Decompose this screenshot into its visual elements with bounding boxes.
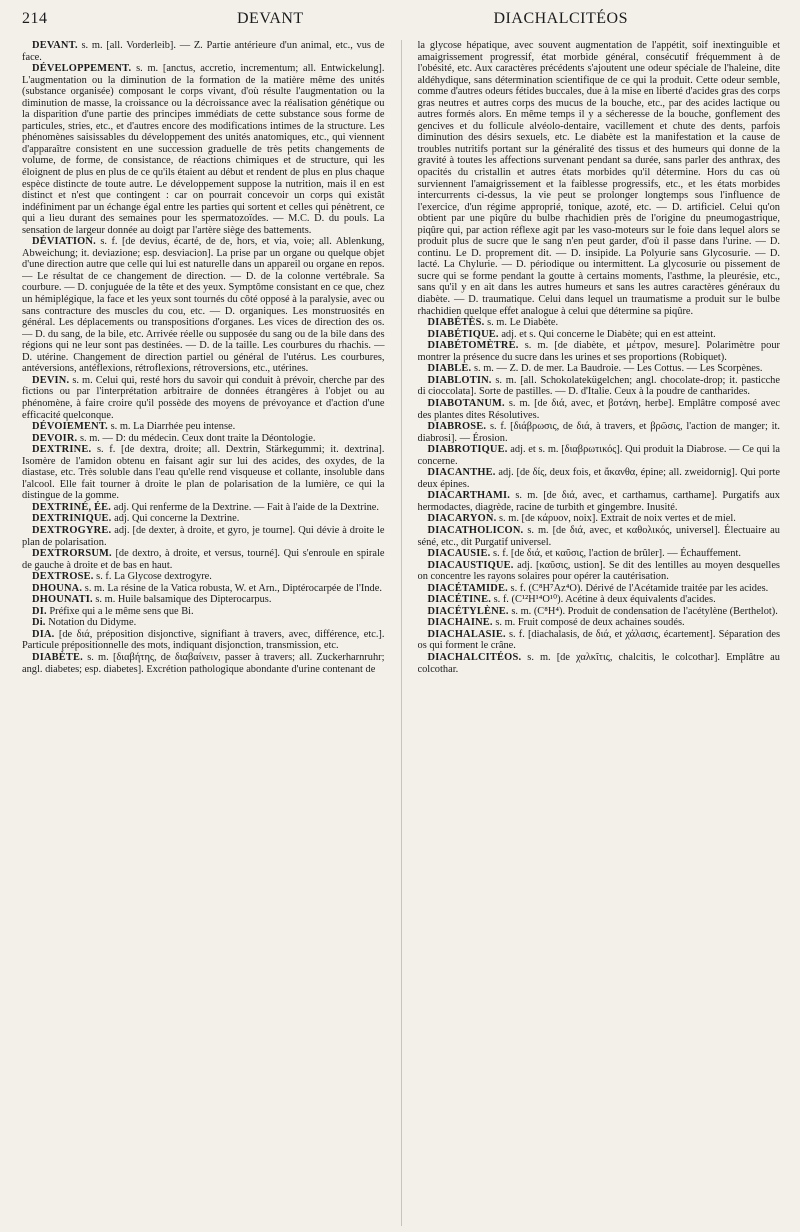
entry-headword: DEXTRORSUM. [32, 548, 112, 560]
entry-headword: DIABLOTIN. [427, 374, 492, 386]
dictionary-entry [418, 317, 781, 329]
entry-headword: DIACARYON. [427, 513, 497, 525]
entry-definition: adj. Qui renferme de la Dextrine. — Fait à l'aide de la Dextrine. [113, 501, 380, 513]
dictionary-entry [22, 375, 385, 421]
dictionary-entry [22, 502, 385, 514]
entry-headword: DEXTRINIQUE. [32, 513, 112, 525]
entry-headword: DIABROSE. [427, 421, 487, 433]
entry-definition: adj. et s. m. [διαβρωτικός]. Qui produit la Diabrose. — Ce qui la concerne. [417, 444, 780, 467]
entry-definition: s. f. (C⁸H⁷Az⁴O). Dérivé de l'Acétamide traitée par les acides. [510, 582, 769, 594]
dictionary-entry [418, 548, 781, 560]
dictionary-entry [418, 421, 781, 444]
entry-headword: DHOUNA. [32, 582, 83, 594]
entry-definition: s. m. [all. Schokolatekügelchen; angl. chocolate-drop; it. pasticche di cioccolata]. Sorte de pastilles. — D. d'Italie. Ceux à la poudre de cantharides. [417, 374, 780, 398]
entry-headword: DIACÉTINE. [427, 594, 491, 606]
dictionary-entry [22, 617, 385, 629]
dictionary-entry [22, 629, 385, 652]
entry-headword: DIACHALCITÉOS. [427, 651, 522, 663]
dictionary-entry [418, 560, 781, 583]
header-last-word: DIACHALCITÉOS [493, 10, 628, 27]
entry-headword: DEXTROGYRE. [32, 524, 112, 536]
dictionary-entry [418, 444, 781, 467]
entry-definition: s. m. (C⁸H⁴). Produit de condensation de l'acétylène (Berthelot). [511, 605, 778, 617]
entry-headword: DIABÈTE. [32, 651, 83, 663]
dictionary-entry [22, 571, 385, 583]
entry-definition: adj. [de dexter, à droite, et gyro, je tourne]. Qui dévie à droite le plan de polarisation. [22, 524, 385, 548]
page-number: 214 [22, 10, 48, 27]
entry-definition: s. f. [de dextra, droite; all. Dextrin, Stärkegummi; it. dextrina]. Isomère de l'amidon obtenu en faisant agir sur lui des acides, des oxydes, de la diastase, etc. Très soluble dans l'eau qu'elle rend visqueuse et collante, insoluble dans l'alcool. Elle fait tourner à droite le plan de polarisation de la lumière, ce qui la distingue de la gomme. [22, 444, 385, 502]
dictionary-entry [22, 548, 385, 571]
entry-definition: Préfixe qui a le même sens que Bi. [49, 605, 194, 617]
entry-definition: [de dextro, à droite, et versus, tourné]. Qui s'enroule en spirale de gauche à droite et de bas en haut. [22, 548, 385, 571]
entry-definition: s. m. — D: du médecin. Ceux dont traite la Déontologie. [79, 432, 316, 444]
entry-definition: s. m. La résine de la Vatica robusta, W. et Arn., Diptérocarpée de l'Inde. [84, 582, 382, 594]
dictionary-entry [418, 363, 781, 375]
dictionary-entry [22, 40, 385, 63]
dictionary-entry [418, 329, 781, 341]
dictionary-entry [418, 375, 781, 398]
entry-headword: DÉVIATION. [32, 236, 96, 248]
entry-definition: s. f. La Glycose dextrogyre. [96, 571, 212, 583]
entry-definition: s. m. [de διά, avec, et βοτάνη, herbe]. Emplâtre composé avec des plantes dites Résolutives. [417, 397, 780, 421]
text-columns [22, 40, 780, 1226]
entry-headword: DEXTRINE. [32, 444, 92, 456]
dictionary-entry [22, 433, 385, 445]
entry-definition: adj. Qui concerne la Dextrine. [114, 513, 240, 525]
entry-definition: s. m. [all. Vorderleib]. — Z. Partie antérieure d'un animal, etc., vus de face. [22, 40, 385, 63]
dictionary-entry [418, 629, 781, 652]
entry-headword: DEVIN. [32, 374, 70, 386]
entry-headword: Di. [32, 617, 46, 629]
dictionary-entry [22, 444, 385, 502]
dictionary-entry [418, 617, 781, 629]
entry-definition: s. m. [de diabète, et μέτρον, mesure]. Polarimètre pour montrer la présence du sucre dans les urines et ses proportions (Robiquet). [417, 340, 780, 363]
entry-definition: s. f. [διάβρωσις, de διά, à travers, et βρῶσις, l'action de manger; it. diabrosi]. — Érosion. [417, 421, 780, 444]
dictionary-entry [418, 513, 781, 525]
dictionary-entry [418, 652, 781, 675]
entry-headword: DIACAUSTIQUE. [427, 559, 514, 571]
entry-definition: s. m. Huile balsamique des Dipterocarpus. [95, 594, 272, 606]
entry-definition: s. m. [διαβήτης, de διαβαίνειν, passer à travers; all. Zuckerharnruhr; angl. diabetes; esp. diabetes]. Excrétion pathologique abondante d'urine contenant de [22, 651, 385, 675]
entry-headword: DIACATHOLICON. [427, 524, 524, 536]
dictionary-entry [418, 594, 781, 606]
entry-definition: s. m. [anctus, accretio, incrementum; all. Entwickelung]. L'augmentation ou la diminution de la formation de la matière même des unités (substance organisée) composant le corps vivant, d'où résulte l'augmentation ou la diminution de masse, la croissance ou la décroissance avec la réalisation génétique ou la disparition d'une partie des principes immédiats de cette substance sous forme de particules, stries, etc., et d'autres encore des modifications intimes de la structure. Les phénomènes saisissables du développement des unités anatomiques, etc., qui viennent d'apparaître consistent en une succession graduelle de très petits changements de volume, de forme, de consistance, de réactions chimiques et de structure, qui les éloignent de plus en plus de ce qu'ils étaient au début et rendent de plus en plus chaque espèce distincte de toute autre. Le développement suppose la nutrition, mais il en est distinct et n'est que contingent : car on pourrait concevoir un corps qui existât indéfiniment par un échange égal entre les parties qui sortent et celles qui pénètrent, ce qui a lieu durant des semaines pour les spermatozoïdes. — M.C. D. du pouls. La sensation de largeur donnée au doigt par l'artère siège des battements. [22, 63, 385, 236]
entry-headword: DIABLE. [427, 363, 472, 375]
entry-definition: s. m. Celui qui, resté hors du savoir qui conduit à prévoir, cherche par des fictions ou par l'interprétation arbitraire de données étrangères à l'objet ou au phénomène, à faire croire qu'il possède des moyens de prévoyance et d'action d'une efficacité quelconque. [22, 374, 385, 421]
entry-definition: Notation du Didyme. [48, 617, 137, 629]
dictionary-entry [22, 652, 385, 675]
entry-definition: s. m. Le Diabète. [487, 317, 559, 329]
entry-headword: DHOUNATI. [32, 594, 93, 606]
entry-definition: s. f. (C¹²H¹⁴O¹⁰). Acétine à deux équivalents d'acides. [493, 594, 716, 606]
entry-headword: DIABOTANUM. [427, 397, 505, 409]
entry-headword: DIACANTHE. [427, 467, 496, 479]
entry-headword: DÉVELOPPEMENT. [32, 63, 132, 75]
entry-definition: s. m. — Z. D. de mer. La Baudroie. — Les Cottus. — Les Scorpènes. [473, 363, 763, 375]
entry-headword: DEVOIR. [32, 432, 78, 444]
dictionary-entry [418, 340, 781, 363]
dictionary-entry [22, 513, 385, 525]
entry-definition: s. m. [de διά, avec, et καθολικός, universel]. Électuaire au séné, etc., dit Purgatif universel. [417, 524, 780, 548]
entry-definition: s. m. La Diarrhée peu intense. [110, 421, 236, 433]
entry-headword: DIACARTHAMI. [427, 490, 511, 502]
entry-headword: DIA. [32, 628, 55, 640]
entry-headword: DI. [32, 605, 47, 617]
entry-definition: s. f. [de διά, et καῦσις, l'action de brûler]. — Échauffement. [493, 548, 741, 560]
dictionary-entry [22, 594, 385, 606]
column-divider [401, 40, 402, 1226]
entry-headword: DIABROTIQUE. [427, 444, 508, 456]
entry-definition: adj. [de δίς, deux fois, et ἄκανθα, épine; all. zweidornig]. Qui porte deux épines. [417, 467, 780, 490]
dictionary-entry [418, 525, 781, 548]
entry-headword: DIACHAINE. [427, 617, 493, 629]
entry-headword: DEVANT. [32, 40, 78, 51]
dictionary-entry [418, 467, 781, 490]
page-header [22, 6, 778, 32]
entry-definition: s. f. [de devius, écarté, de de, hors, et via, voie; all. Ablenkung, Abweichung; it. deviazione; esp. desviacion]. La prise par un organe ou quelque objet d'une direction autre que celle qui lui est naturelle dans un appareil ou organe en repos. — Le résultat de ce changement de direction. — D. de la colonne vertébrale. Sa courbure. — D. conjuguée de la tête et des yeux. Symptôme consistant en ce que, chez un hémiplégique, la face et les yeux sont tournés du côté opposé à la paralysie, avec ou sans contracture des muscles du cou, etc. — D. organiques. Les monstruosités en général. Les déplacements ou transpositions d'organes. Les vices de direction des os. — D. du sang, de la bile, etc. Arrivée réelle ou supposée du sang ou de la bile dans des régions qui ne leur sont pas destinées. — D. de la taille. Les courbures du rhachis. — D. utérine. Changement de direction partiel ou général de l'utérus. Les courbures, antéversions, antéflexions, rétroflexions, rétroversions, etc., utérines. [22, 236, 385, 375]
dictionary-entry [418, 490, 781, 513]
entry-headword: DÉVOIEMENT. [32, 421, 108, 433]
entry-definition: s. f. [diachalasis, de διά, et χάλασις, écartement]. Séparation des os qui forment le crâne. [417, 628, 780, 652]
entry-definition: adj. et s. Qui concerne le Diabète; qui en est atteint. [501, 328, 716, 340]
header-first-word: DEVANT [237, 10, 304, 27]
entry-headword: DIACÉTYLÈNE. [427, 605, 509, 617]
entry-headword: DIABÉTIQUE. [427, 328, 499, 340]
dictionary-entry [22, 421, 385, 433]
entry-definition: la glycose hépatique, avec souvent augmentation de l'appétit, soif inextinguible et amaigrissement progressif, état morbide général, consécutif fréquemment à de l'obésité, etc. Aux caractères précédents s'ajoutent une odeur spéciale de l'haleine, dite aldéhydique, sans détermination scientifique de ce qui la produit. Cette odeur semble, comme d'autres odeurs fétides buccales, due à la mise en liberté d'acides gras des corps gras neutres et autres corps des mucus de la bouche, etc., par des acides lactique ou autres formés alors. En même temps il y a sécheresse de la bouche, gonflement des gencives et du follicule alvéolo-dentaire, vacillement et chute des dents, parfois diminution des désirs sexuels, etc. Le diabète est la manifestation et la cause de troubles nutritifs portant sur la généralité des tissus et des humeurs qui donne de la gravité à toutes les affections survenant pendant sa durée, sans parler des anthrax, des opacités du cristallin et autres états morbides qu'il détermine. Hors du cas où surviennent l'amaigrissement et la faiblesse progressifs, etc., et les états morbides intercurrents ci-dessus, la vie peut se prolonger longtemps sous l'influence de l'exercice, d'un régime approprié, tonique, azoté, etc. — D. artificiel. Celui qu'on obtient par une piqûre du bulbe rhachidien près de l'origine du pneumogastrique, piqûre qui, par action réflexe agit par les vaso-moteurs sur le foie dans lequel alors se produit plus de sucre que le sang n'en peut garder, d'où il passe dans l'urine. — D. continu. Le D. proprement dit. — D. insipide. La Polyurie sans Glycosurie. — D. lacté. La Chylurie. — D. périodique ou intermittent. La glycosurie ou pissement de sucre qui se forme pendant la goutte à certains moments, l'asthme, la pleurésie, etc., sans qu'il y en ait dans les autres humeurs et sans les autres caractères généraux du diabète. — D. traumatique. Celui dans lequel un traumatisme a produit sur le bulbe rhachidien quelque effet analogue à celui que détermine sa piqûre. [417, 40, 780, 317]
entry-headword: DEXTROSE. [32, 571, 94, 583]
entry-headword: DEXTRINÉ, ÉE. [32, 501, 112, 513]
entry-definition: s. m. [de χαλκῖτις, chalcitis, le colcothar]. Emplâtre au colcothar. [417, 651, 780, 675]
entry-headword: DIACAUSIE. [427, 548, 491, 560]
dictionary-entry [418, 40, 781, 317]
dictionary-entry [22, 63, 385, 236]
dictionary-entry [22, 583, 385, 595]
dictionary-entry [418, 583, 781, 595]
entry-headword: DIACÉTAMIDE. [427, 582, 508, 594]
entry-definition: s. m. [de κάρυον, noix]. Extrait de noix vertes et de miel. [499, 513, 736, 525]
entry-headword: DIACHALASIE. [427, 628, 506, 640]
entry-definition: adj. [καῦσις, ustion]. Se dit des lentilles au moyen desquelles on concentre les rayons solaires pour opérer la cautérisation. [417, 559, 780, 583]
entry-definition: s. m. Fruit composé de deux achaines soudés. [495, 617, 685, 629]
right-column [418, 40, 781, 1226]
dictionary-entry [418, 606, 781, 618]
entry-headword: DIABÉTÈS. [427, 317, 485, 329]
entry-definition: [de διά, préposition disjonctive, signifiant à travers, avec, différence, etc.]. Particule prépositionnelle des mots, indiquant disjonction, transmission, etc. [22, 628, 385, 652]
dictionary-entry [418, 398, 781, 421]
dictionary-entry [22, 606, 385, 618]
entry-definition: s. m. [de διά, avec, et carthamus, carthame]. Purgatifs aux hermodactes, diagrède, racine de turbith et gingembre. Inusité. [417, 490, 780, 513]
left-column [22, 40, 385, 1226]
entry-headword: DIABÉTOMÈTRE. [427, 340, 519, 352]
dictionary-entry [22, 236, 385, 375]
dictionary-entry [22, 525, 385, 548]
